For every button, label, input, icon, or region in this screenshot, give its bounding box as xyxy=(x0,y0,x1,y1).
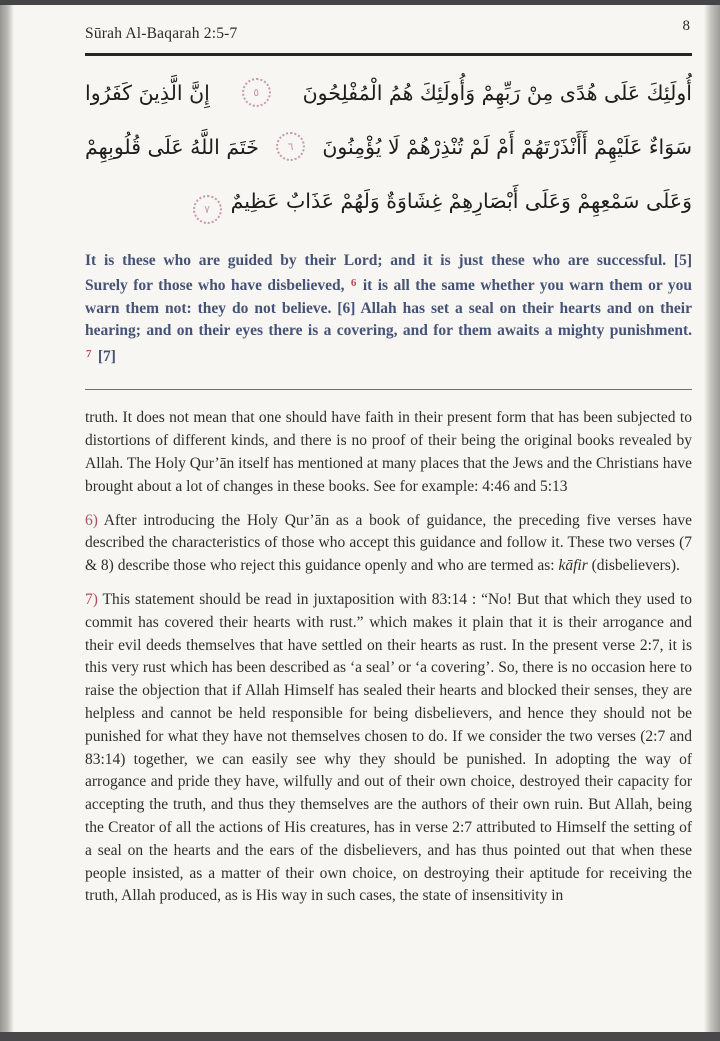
running-header xyxy=(85,0,692,51)
page-edge-bottom xyxy=(0,1032,720,1041)
text-segment: خَتَمَ اللَّهُ عَلَى قُلُوبِهِمْ xyxy=(85,134,259,159)
running-header-title: Sūrah Al-Baqarah 2:5-7 xyxy=(85,25,238,42)
text-segment: kāfir xyxy=(558,557,588,575)
text-segment: This statement should be read in juxtaposition with 83:14 : “No! But that which they used to commit has covered their hearts with rust.” which makes it plain that it is their arrogance and their evil deeds themselves that have settled on their hearts as rust. In the present verse 2:7, it is this very rust which has been described as ‘a seal’ or ‘a covering’. So, there is no occasion here to raise the objection that if Allah Himself has sealed their hearts and blocked their senses, they are helpless and cannot be held responsible for being disbelievers, and hence they should not be punished for what they have not themselves chosen to do. If we consider the two verses (2:7 and 83:14) together, we can easily see why they should be punished. In adopting the way of arrogance and pride they have, wilfully and out of their own choice, destroyed their capacity for accepting the truth, and thus they themselves are the authors of their own ruin. But Allah, being the Creator of all the actions of His creatures, has in verse 2:7 attributed to Himself the setting of a seal on the hearts and the ears of the disbelievers, and has thus pointed out that when these people insisted, as a matter of their own choice, on destroying their aptitude for receiving the truth, Allah produced, as is His way in such cases, the state of insensitivity in xyxy=(85,591,692,905)
text-segment: [7] xyxy=(92,347,116,365)
text-segment: وَعَلَى سَمْعِهِمْ وَعَلَى أَبْصَارِهِمْ غِشَاوَةٌ وَلَهُمْ عَذَابٌ عَظِيمٌ xyxy=(230,188,692,213)
text-segment: After introducing the Holy Qur’ān as a book of guidance, the preceding five verses have described the characteristics of those who accept this guidance and follow it. These two verses (7 & 8) describe those who reject this guidance openly and who are termed as: xyxy=(85,511,692,575)
page-number: 8 xyxy=(682,18,690,34)
translation-text xyxy=(85,250,692,369)
footnote-ref-7: 7 xyxy=(86,347,92,360)
commentary-section xyxy=(85,407,692,908)
quran-line-1 xyxy=(85,66,692,120)
text-segment: إِنَّ الَّذِينَ كَفَرُوا xyxy=(85,80,210,105)
text-segment: سَوَاءٌ عَلَيْهِمْ أَأَنْذَرْتَهُمْ أَمْ لَمْ تُنْذِرْهُمْ لَا يُؤْمِنُونَ xyxy=(322,134,692,159)
footnote-number-7: 7) xyxy=(85,591,98,609)
ayah-marker-6: ٦ xyxy=(276,132,305,161)
quran-line-2 xyxy=(85,120,692,174)
ayah-marker-7: ٧ xyxy=(193,195,222,224)
header-rule xyxy=(85,53,692,56)
page-edge-right xyxy=(704,5,720,1032)
ayah-marker-5: ٥ xyxy=(242,78,271,107)
text-segment: truth. It does not mean that one should have faith in their present form that has been subjected to distortions of different kinds, and there is no proof of their being the original books revealed by Allah. The Holy Qur’ān itself has mentioned at many places that the Jews and the Christians have brought about a lot of changes in these books. See for example: 4:46 and 5:13 xyxy=(85,409,692,495)
text-segment: أُولَئِكَ عَلَى هُدًى مِنْ رَبِّهِمْ وَأُولَئِكَ هُمُ الْمُفْلِحُونَ xyxy=(302,80,692,105)
page-edge-left xyxy=(0,5,14,1032)
footnote-divider-rule xyxy=(85,389,692,390)
footnote-number-6: 6) xyxy=(85,511,98,529)
quran-line-3 xyxy=(85,174,692,228)
footnote-ref-6: 6 xyxy=(350,277,357,290)
text-segment: It is these who are guided by their Lord; and it is just these who are successful. [5] Surely for those who have disbelieved, xyxy=(85,251,692,295)
page-content xyxy=(85,0,692,919)
text-segment: it is all the same whether you warn them or you warn them not: they do not believe. [6] Allah has set a seal on their hearts and on their hearing; and on their eyes there is a covering, and for them awaits a mighty punishment. xyxy=(85,277,693,340)
footnote-paragraph-6 xyxy=(85,510,692,578)
footnote-paragraph-7 xyxy=(85,589,692,908)
quran-verse-block xyxy=(85,66,692,228)
commentary-paragraph-continuation xyxy=(85,407,692,498)
text-segment: (disbelievers). xyxy=(587,557,680,575)
